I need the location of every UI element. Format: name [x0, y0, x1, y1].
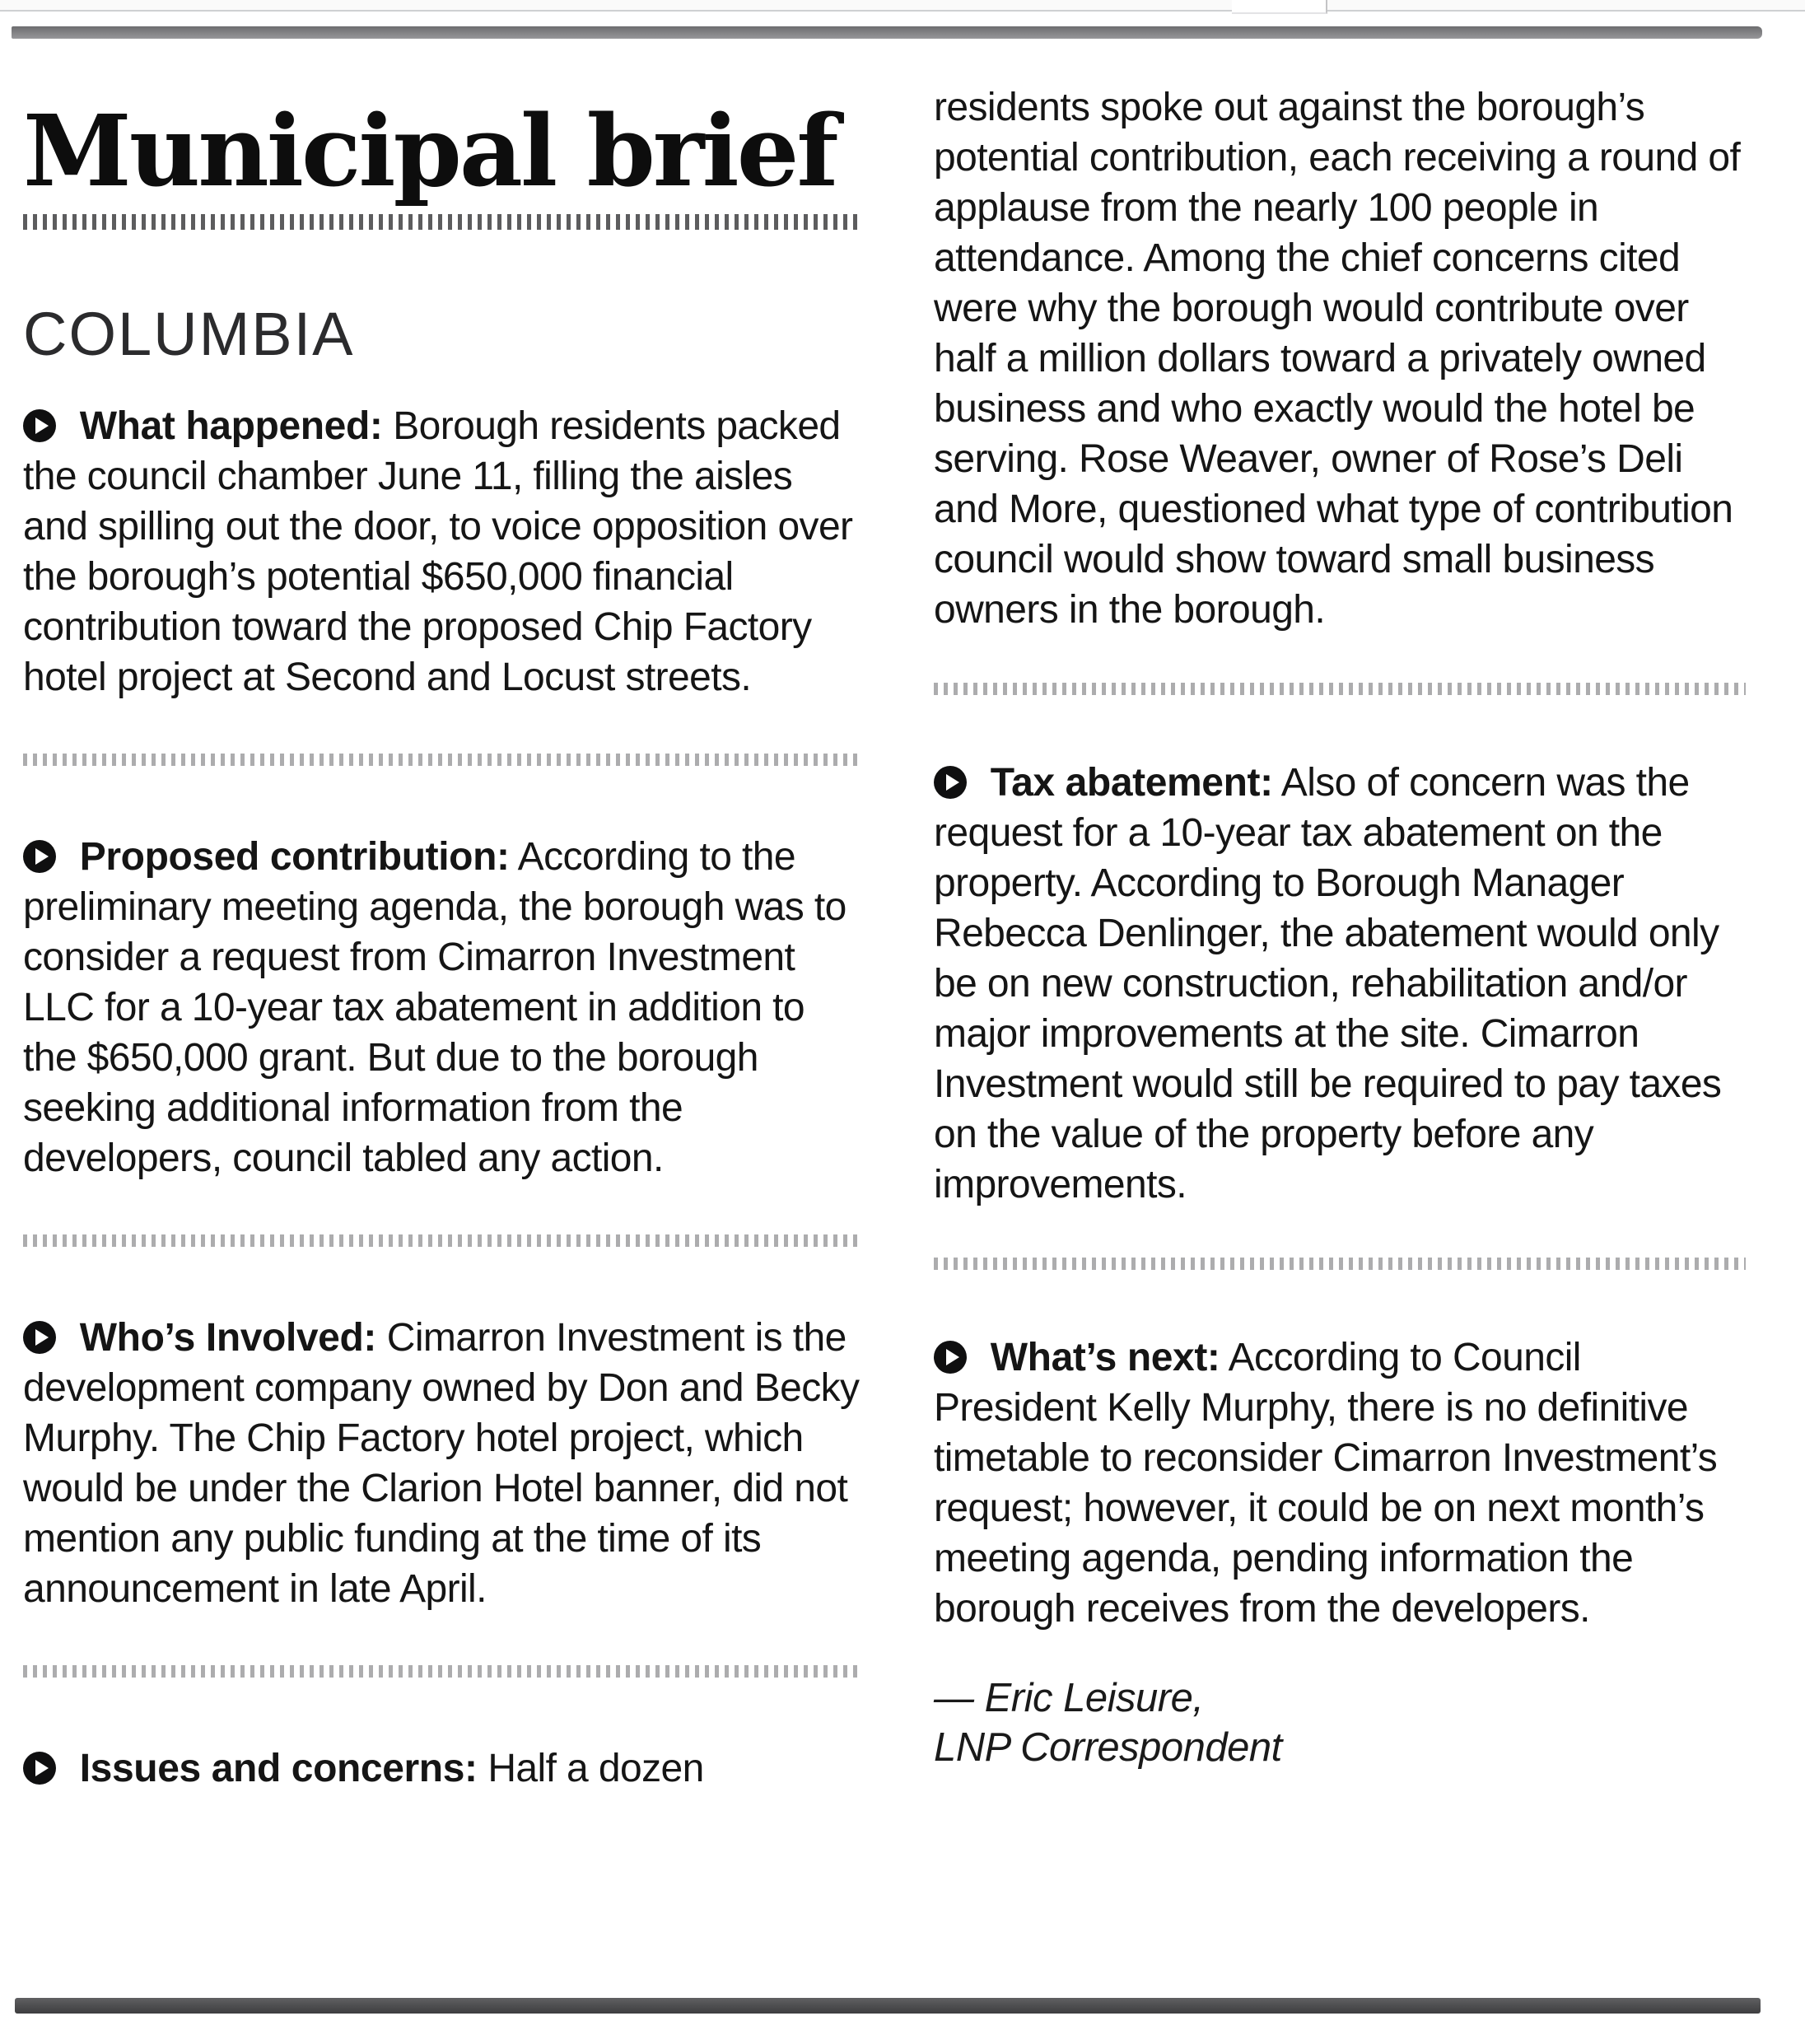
dotted-divider [23, 1234, 860, 1247]
dotted-divider [23, 1665, 860, 1678]
title-dotted-rule [23, 214, 858, 230]
byline-author: — Eric Leisure, [934, 1676, 1204, 1720]
continuation-paragraph: residents spoke out against the borough’s potential contribution, each receiving a round of applause from the nearly 100 people in attendance. Among the chief concerns cited were why the borough would contribute over half a million dollars toward a privately owned business and who exactly would the hotel be serving. Rose Weaver, owner of Rose’s Deli and More, questioned what type of contribution council would show toward small business owners in the borough. [934, 86, 1741, 632]
item-text: Half a dozen [487, 1747, 704, 1791]
brief-item-tax-abatement [934, 758, 1746, 1210]
article-columns [23, 76, 1746, 1795]
left-column [23, 76, 860, 1795]
brief-item-what-happened [23, 401, 860, 702]
browser-chrome-strip [0, 0, 1805, 12]
dotted-divider [23, 754, 860, 766]
brief-item-issues-and-concerns [23, 1743, 860, 1794]
item-label: Who’s Involved: [79, 1316, 376, 1360]
item-label: Tax abatement: [990, 761, 1273, 805]
item-text: According to Council President Kelly Murphy, there is no definitive timetable to reconsider Cimarron Investment’s request; however, it could be on next month’s meeting agenda, pending information the borough receives from the developers. [934, 1336, 1718, 1631]
play-bullet-icon [934, 1341, 967, 1374]
item-label: What’s next: [990, 1336, 1220, 1379]
item-label: Proposed contribution: [79, 835, 510, 880]
play-bullet-icon [23, 1752, 56, 1785]
play-bullet-icon [23, 840, 56, 873]
brief-item-whats-next [934, 1332, 1746, 1634]
play-bullet-icon [23, 1321, 56, 1354]
right-column [934, 76, 1746, 1772]
item-text: Also of concern was the request for a 10-year tax abatement on the property. According to Borough Manager Rebecca Denlinger, the abatement would only be on new construction, rehabilitation and/or major improvements at the site. Cimarron Investment would still be required to pay taxes on the value of the property before any improvements. [934, 761, 1722, 1206]
browser-chrome-notch [1232, 0, 1327, 14]
item-label: Issues and concerns: [79, 1747, 478, 1791]
brief-title: Municipal brief [23, 94, 837, 209]
item-text: Cimarron Investment is the development company owned by Don and Becky Murphy. The Chip Factory hotel project, which would be under the Clarion Hotel banner, did not mention any public funding at the time of its announcement in late April. [23, 1316, 860, 1612]
item-text: According to the preliminary meeting agenda, the borough was to consider a request from Cimarron Investment LLC for a 10-year tax abatement in addition to the $650,000 grant. But due to the borough seeking additional information from the developers, council tabled any action. [23, 835, 847, 1181]
byline-organization: LNP Correspondent [934, 1725, 1282, 1770]
dotted-divider [934, 683, 1746, 695]
play-bullet-icon [934, 766, 967, 799]
play-bullet-icon [23, 409, 56, 442]
brief-item-whos-involved [23, 1313, 860, 1614]
brief-item-proposed-contribution [23, 832, 860, 1183]
top-section-rule [12, 26, 1762, 39]
item-label: What happened: [79, 404, 383, 449]
item-text: Borough residents packed the council chamber June 11, filling the aisles and spilling out the door, to voice opposition over the borough’s potential $650,000 financial contribution toward the proposed Chip Factory hotel project at Second and Locust streets. [23, 404, 853, 700]
byline [934, 1673, 1746, 1772]
community-heading: COLUMBIA [23, 300, 355, 369]
dotted-divider [934, 1258, 1746, 1270]
bottom-section-rule [15, 1998, 1761, 2014]
